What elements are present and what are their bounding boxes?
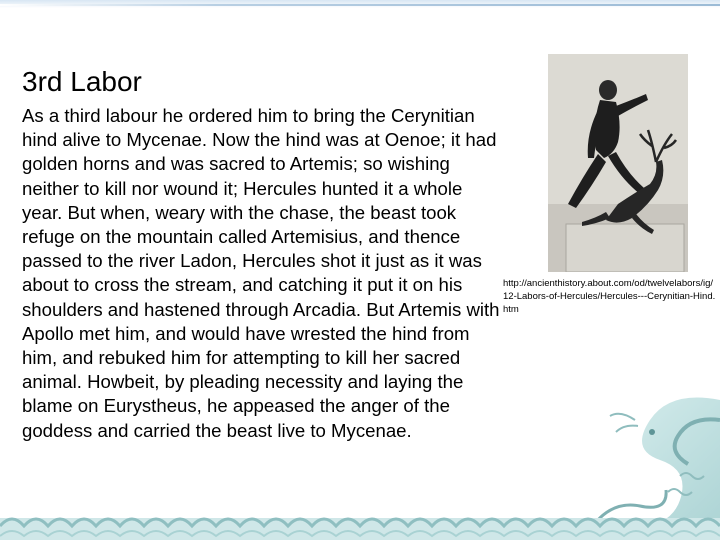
hercules-statue-photo	[548, 54, 688, 272]
top-accent-line	[0, 4, 720, 6]
image-source-caption: http://ancienthistory.about.com/od/twelvelabors/ig/12-Labors-of-Hercules/Hercules---Cerynitian-Hind.htm	[503, 278, 716, 315]
slide-title: 3rd Labor	[22, 66, 142, 97]
wave-pattern-footer	[0, 500, 720, 540]
slide-body-text: As a third labour he ordered him to bring the Cerynitian hind alive to Mycenae. Now the hind was at Oenoe; it had golden horns and was sacred to Artemis; so wishing neither to kill nor wound it; Hercules hunted it a whole year. But when, weary with the chase, the beast took refuge on the mountain called Artemisius, and thence passed to the river Ladon, Hercules shot it just as it was about to cross the stream, and catching it put it on his shoulders and hastened through Arcadia. But Artemis with Apollo met him, and would have wrested the hind from him, and rebuked him for attempting to kill her sacred animal. Howbeit, by pleading necessity and laying the blame on Eurystheus, he appeased the anger of the goddess and carried the beast live to Mycenae.	[22, 105, 500, 441]
